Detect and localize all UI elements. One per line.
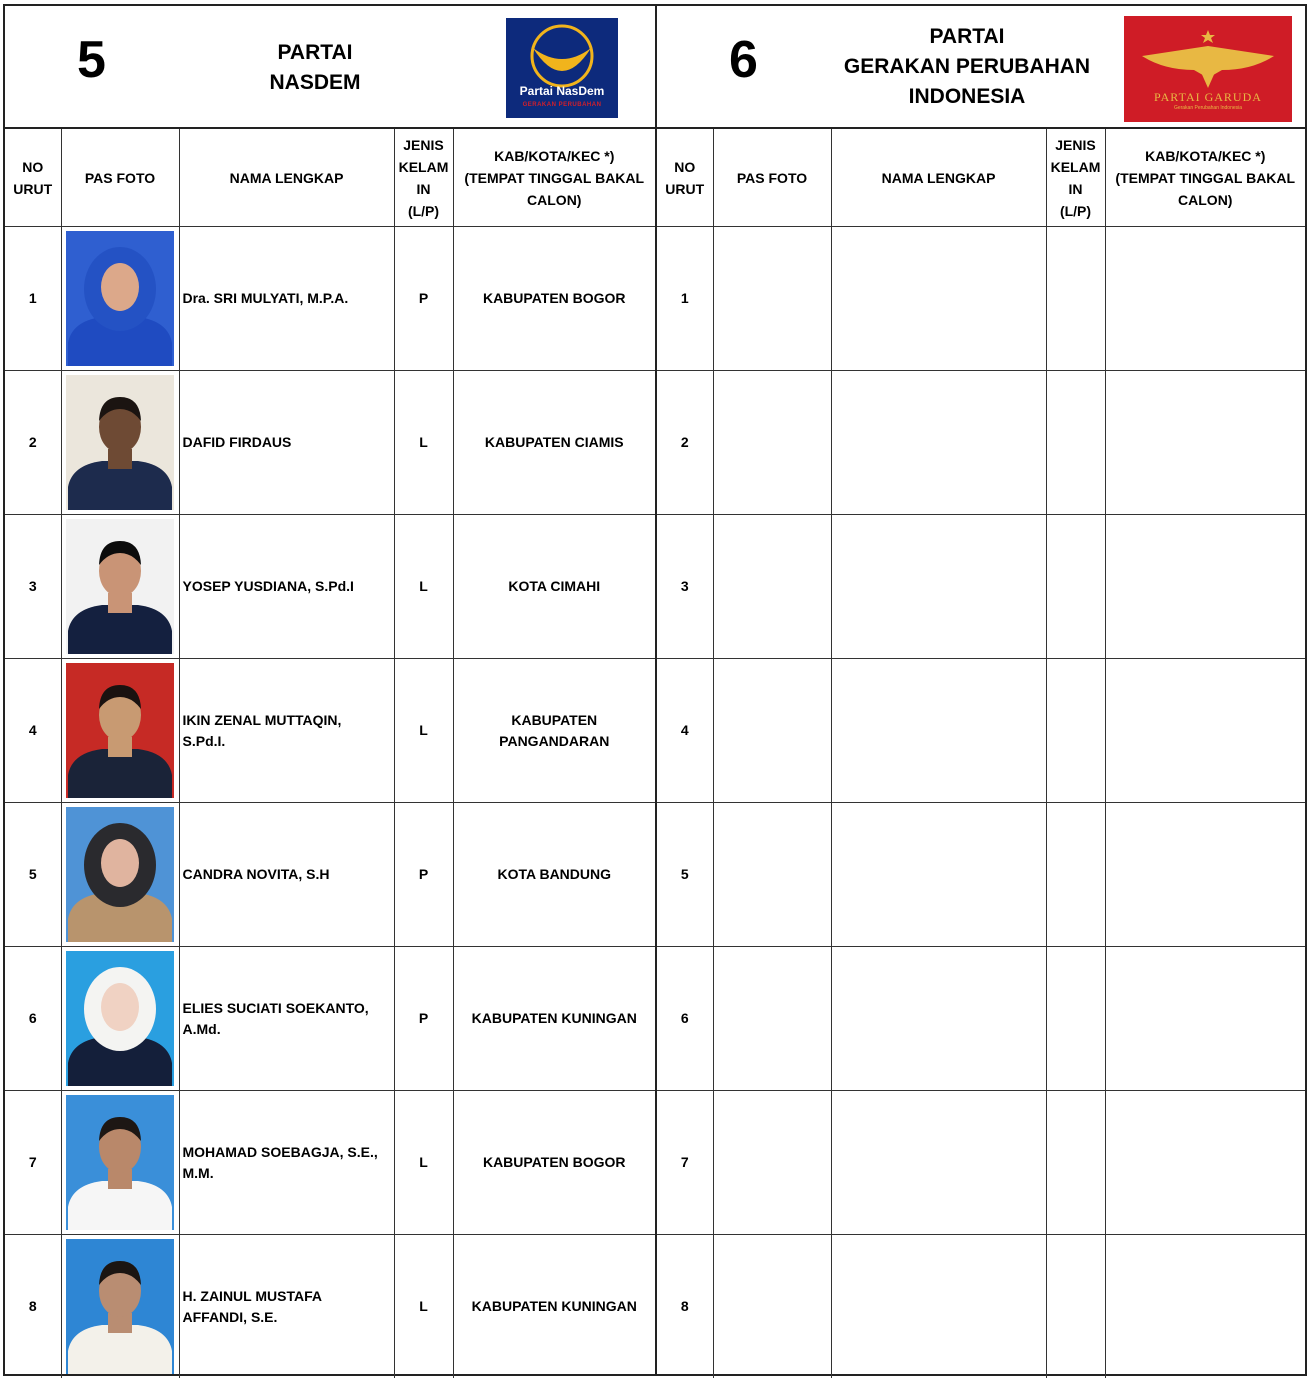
- candidate-region-line: PANGANDARAN: [499, 732, 610, 749]
- candidate-photo-icon: [66, 1095, 174, 1230]
- table-row: [5, 515, 655, 659]
- party-number: 6: [729, 31, 758, 89]
- candidate-gender: L: [394, 515, 453, 659]
- candidate-name: [179, 947, 394, 1091]
- table-row: [5, 1235, 655, 1379]
- party-number: 5: [77, 31, 106, 89]
- header-tempat-tinggal: [1105, 129, 1305, 227]
- candidate-gender: L: [394, 1235, 453, 1379]
- logo-text: Partai NasDem: [519, 84, 605, 98]
- row-number: 1: [5, 227, 61, 371]
- header-jenis-kelamin: [394, 129, 453, 227]
- candidate-gender: P: [394, 947, 453, 1091]
- candidate-gender: [1046, 515, 1105, 659]
- candidate-name: [831, 947, 1046, 1091]
- header-line: (TEMPAT TINGGAL BAKAL: [1115, 169, 1296, 186]
- table-row: [657, 1235, 1305, 1379]
- header-line: (L/P): [407, 202, 440, 219]
- photo-cell: [61, 803, 179, 947]
- header-line: CALON): [527, 191, 582, 208]
- candidate-photo-icon: [66, 951, 174, 1086]
- candidate-region: [453, 659, 655, 803]
- candidate-name: [179, 659, 394, 803]
- candidate-region: [453, 1091, 655, 1235]
- candidate-name: [831, 1235, 1046, 1379]
- table-row: [657, 227, 1305, 371]
- candidate-region: [1105, 803, 1305, 947]
- row-number: 2: [657, 371, 713, 515]
- candidate-name-line: YOSEP YUSDIANA, S.Pd.I: [182, 578, 354, 594]
- party-name-line: PARTAI: [277, 41, 353, 64]
- candidate-name: [831, 515, 1046, 659]
- table-row: [5, 371, 655, 515]
- party-panel-garuda: [655, 4, 1307, 1376]
- logo-subtext: GERAKAN PERUBAHAN: [522, 102, 602, 108]
- header-nama-lengkap: NAMA LENGKAP: [179, 129, 394, 227]
- table-row: [5, 947, 655, 1091]
- candidate-region-line: KABUPATEN: [511, 711, 598, 728]
- candidate-gender: P: [394, 803, 453, 947]
- candidate-region: [453, 371, 655, 515]
- candidate-gender: L: [394, 659, 453, 803]
- header-line: KELAM: [398, 158, 449, 175]
- candidate-gender: [1046, 1091, 1105, 1235]
- candidate-gender: L: [394, 371, 453, 515]
- candidate-name-line: CANDRA NOVITA, S.H: [182, 866, 330, 882]
- party-header: [657, 6, 1305, 129]
- candidate-region: [453, 803, 655, 947]
- candidate-name: [831, 803, 1046, 947]
- candidate-gender: [1046, 227, 1105, 371]
- garuda-logo-icon: [1124, 16, 1292, 122]
- candidate-region-line: KABUPATEN BOGOR: [482, 1154, 626, 1170]
- header-line: CALON): [1178, 191, 1233, 208]
- table-row: [657, 947, 1305, 1091]
- candidate-name: [179, 515, 394, 659]
- candidate-region-line: KOTA CIMAHI: [508, 578, 601, 594]
- row-number: 8: [657, 1235, 713, 1379]
- header-no-urut: [5, 129, 61, 227]
- candidate-region: [1105, 371, 1305, 515]
- candidate-region: [1105, 1091, 1305, 1235]
- candidate-region: [453, 947, 655, 1091]
- candidate-photo-icon: [66, 231, 174, 366]
- row-number: 1: [657, 227, 713, 371]
- header-line: KAB/KOTA/KEC *): [1145, 147, 1266, 164]
- candidate-region-line: KABUPATEN CIAMIS: [484, 434, 624, 450]
- candidate-name-line: DAFID FIRDAUS: [182, 434, 292, 450]
- row-number: 4: [657, 659, 713, 803]
- row-number: 7: [657, 1091, 713, 1235]
- candidate-name-line: M.M.: [182, 1164, 214, 1181]
- candidate-region: [1105, 1235, 1305, 1379]
- photo-cell: [713, 659, 831, 803]
- candidate-region-line: KABUPATEN KUNINGAN: [471, 1298, 637, 1314]
- row-number: 5: [657, 803, 713, 947]
- party-name-line: GERAKAN PERUBAHAN: [843, 55, 1091, 78]
- photo-cell: [61, 947, 179, 1091]
- header-line: JENIS: [1055, 136, 1096, 153]
- candidate-name: [179, 1091, 394, 1235]
- header-line: NO: [674, 158, 696, 175]
- header-line: URUT: [13, 180, 53, 197]
- candidate-name: [179, 803, 394, 947]
- row-number: 8: [5, 1235, 61, 1379]
- candidate-name: [179, 227, 394, 371]
- row-number: 2: [5, 371, 61, 515]
- candidate-name: [831, 227, 1046, 371]
- candidate-gender: [1046, 371, 1105, 515]
- candidate-gender: [1046, 659, 1105, 803]
- header-jenis-kelamin: [1046, 129, 1105, 227]
- header-line: (TEMPAT TINGGAL BAKAL: [464, 169, 645, 186]
- candidate-name: [179, 1235, 394, 1379]
- candidate-name: [831, 371, 1046, 515]
- candidate-region: [453, 227, 655, 371]
- party-name: [827, 22, 1107, 112]
- table-row: [5, 659, 655, 803]
- candidate-name: [831, 659, 1046, 803]
- header-line: IN: [1068, 180, 1083, 197]
- candidate-table: [5, 129, 655, 1378]
- table-row: [657, 803, 1305, 947]
- row-number: 3: [657, 515, 713, 659]
- photo-cell: [61, 227, 179, 371]
- header-pas-foto: PAS FOTO: [61, 129, 179, 227]
- table-row: [5, 803, 655, 947]
- nasdem-logo-icon: [506, 18, 618, 118]
- candidate-region: [453, 515, 655, 659]
- row-number: 5: [5, 803, 61, 947]
- party-header: [5, 6, 655, 129]
- party-panel-nasdem: [3, 4, 657, 1376]
- header-line: (L/P): [1059, 202, 1092, 219]
- table-row: [657, 371, 1305, 515]
- candidate-region-line: KABUPATEN KUNINGAN: [471, 1010, 637, 1026]
- candidate-table: [657, 129, 1305, 1378]
- candidate-region: [453, 1235, 655, 1379]
- party-name-line: PARTAI: [929, 25, 1005, 48]
- candidate-photo-icon: [66, 807, 174, 942]
- candidate-name-line: MOHAMAD SOEBAGJA, S.E.,: [182, 1143, 378, 1160]
- photo-cell: [713, 371, 831, 515]
- photo-cell: [713, 947, 831, 1091]
- candidate-region-line: KABUPATEN BOGOR: [482, 290, 626, 306]
- candidate-region: [1105, 515, 1305, 659]
- table-row: [5, 227, 655, 371]
- candidate-region-line: KOTA BANDUNG: [497, 866, 612, 882]
- candidate-region: [1105, 227, 1305, 371]
- candidate-name-line: AFFANDI, S.E.: [182, 1308, 278, 1325]
- photo-cell: [713, 515, 831, 659]
- table-row: [657, 659, 1305, 803]
- candidate-name-line: IKIN ZENAL MUTTAQIN,: [182, 711, 342, 728]
- row-number: 7: [5, 1091, 61, 1235]
- candidate-photo-icon: [66, 1239, 174, 1374]
- candidate-photo-icon: [66, 375, 174, 510]
- candidate-gender: P: [394, 227, 453, 371]
- header-no-urut: [657, 129, 713, 227]
- photo-cell: [713, 803, 831, 947]
- header-line: KAB/KOTA/KEC *): [494, 147, 615, 164]
- party-name: [235, 38, 395, 98]
- header-line: NO: [22, 158, 44, 175]
- candidate-photo-icon: [66, 663, 174, 798]
- logo-text: PARTAI GARUDA: [1154, 90, 1262, 104]
- photo-cell: [61, 659, 179, 803]
- candidate-region: [1105, 659, 1305, 803]
- photo-cell: [713, 227, 831, 371]
- candidate-region: [1105, 947, 1305, 1091]
- candidate-name-line: H. ZAINUL MUSTAFA: [182, 1287, 322, 1304]
- header-nama-lengkap: NAMA LENGKAP: [831, 129, 1046, 227]
- candidate-gender: [1046, 947, 1105, 1091]
- candidate-name-line: Dra. SRI MULYATI, M.P.A.: [182, 290, 349, 306]
- party-name-line: INDONESIA: [908, 85, 1026, 108]
- candidate-name-line: S.Pd.I.: [182, 732, 226, 749]
- photo-cell: [713, 1091, 831, 1235]
- candidate-name: [831, 1091, 1046, 1235]
- photo-cell: [61, 1091, 179, 1235]
- header-line: URUT: [665, 180, 705, 197]
- header-tempat-tinggal: [453, 129, 655, 227]
- photo-cell: [61, 1235, 179, 1379]
- candidate-gender: [1046, 1235, 1105, 1379]
- candidate-gender: L: [394, 1091, 453, 1235]
- photo-cell: [713, 1235, 831, 1379]
- photo-cell: [61, 371, 179, 515]
- photo-cell: [61, 515, 179, 659]
- header-pas-foto: PAS FOTO: [713, 129, 831, 227]
- header-line: KELAM: [1050, 158, 1101, 175]
- logo-subtext: Gerakan Perubahan Indonesia: [1173, 105, 1243, 111]
- table-header-row: [657, 129, 1305, 227]
- row-number: 3: [5, 515, 61, 659]
- table-header-row: [5, 129, 655, 227]
- header-line: JENIS: [403, 136, 444, 153]
- candidate-name-line: A.Md.: [182, 1020, 221, 1037]
- row-number: 6: [5, 947, 61, 1091]
- candidate-name: [179, 371, 394, 515]
- candidate-gender: [1046, 803, 1105, 947]
- candidate-name-line: ELIES SUCIATI SOEKANTO,: [182, 999, 369, 1016]
- header-line: IN: [416, 180, 431, 197]
- table-row: [657, 515, 1305, 659]
- table-row: [657, 1091, 1305, 1235]
- candidate-photo-icon: [66, 519, 174, 654]
- table-row: [5, 1091, 655, 1235]
- party-name-line: NASDEM: [269, 71, 361, 94]
- row-number: 4: [5, 659, 61, 803]
- row-number: 6: [657, 947, 713, 1091]
